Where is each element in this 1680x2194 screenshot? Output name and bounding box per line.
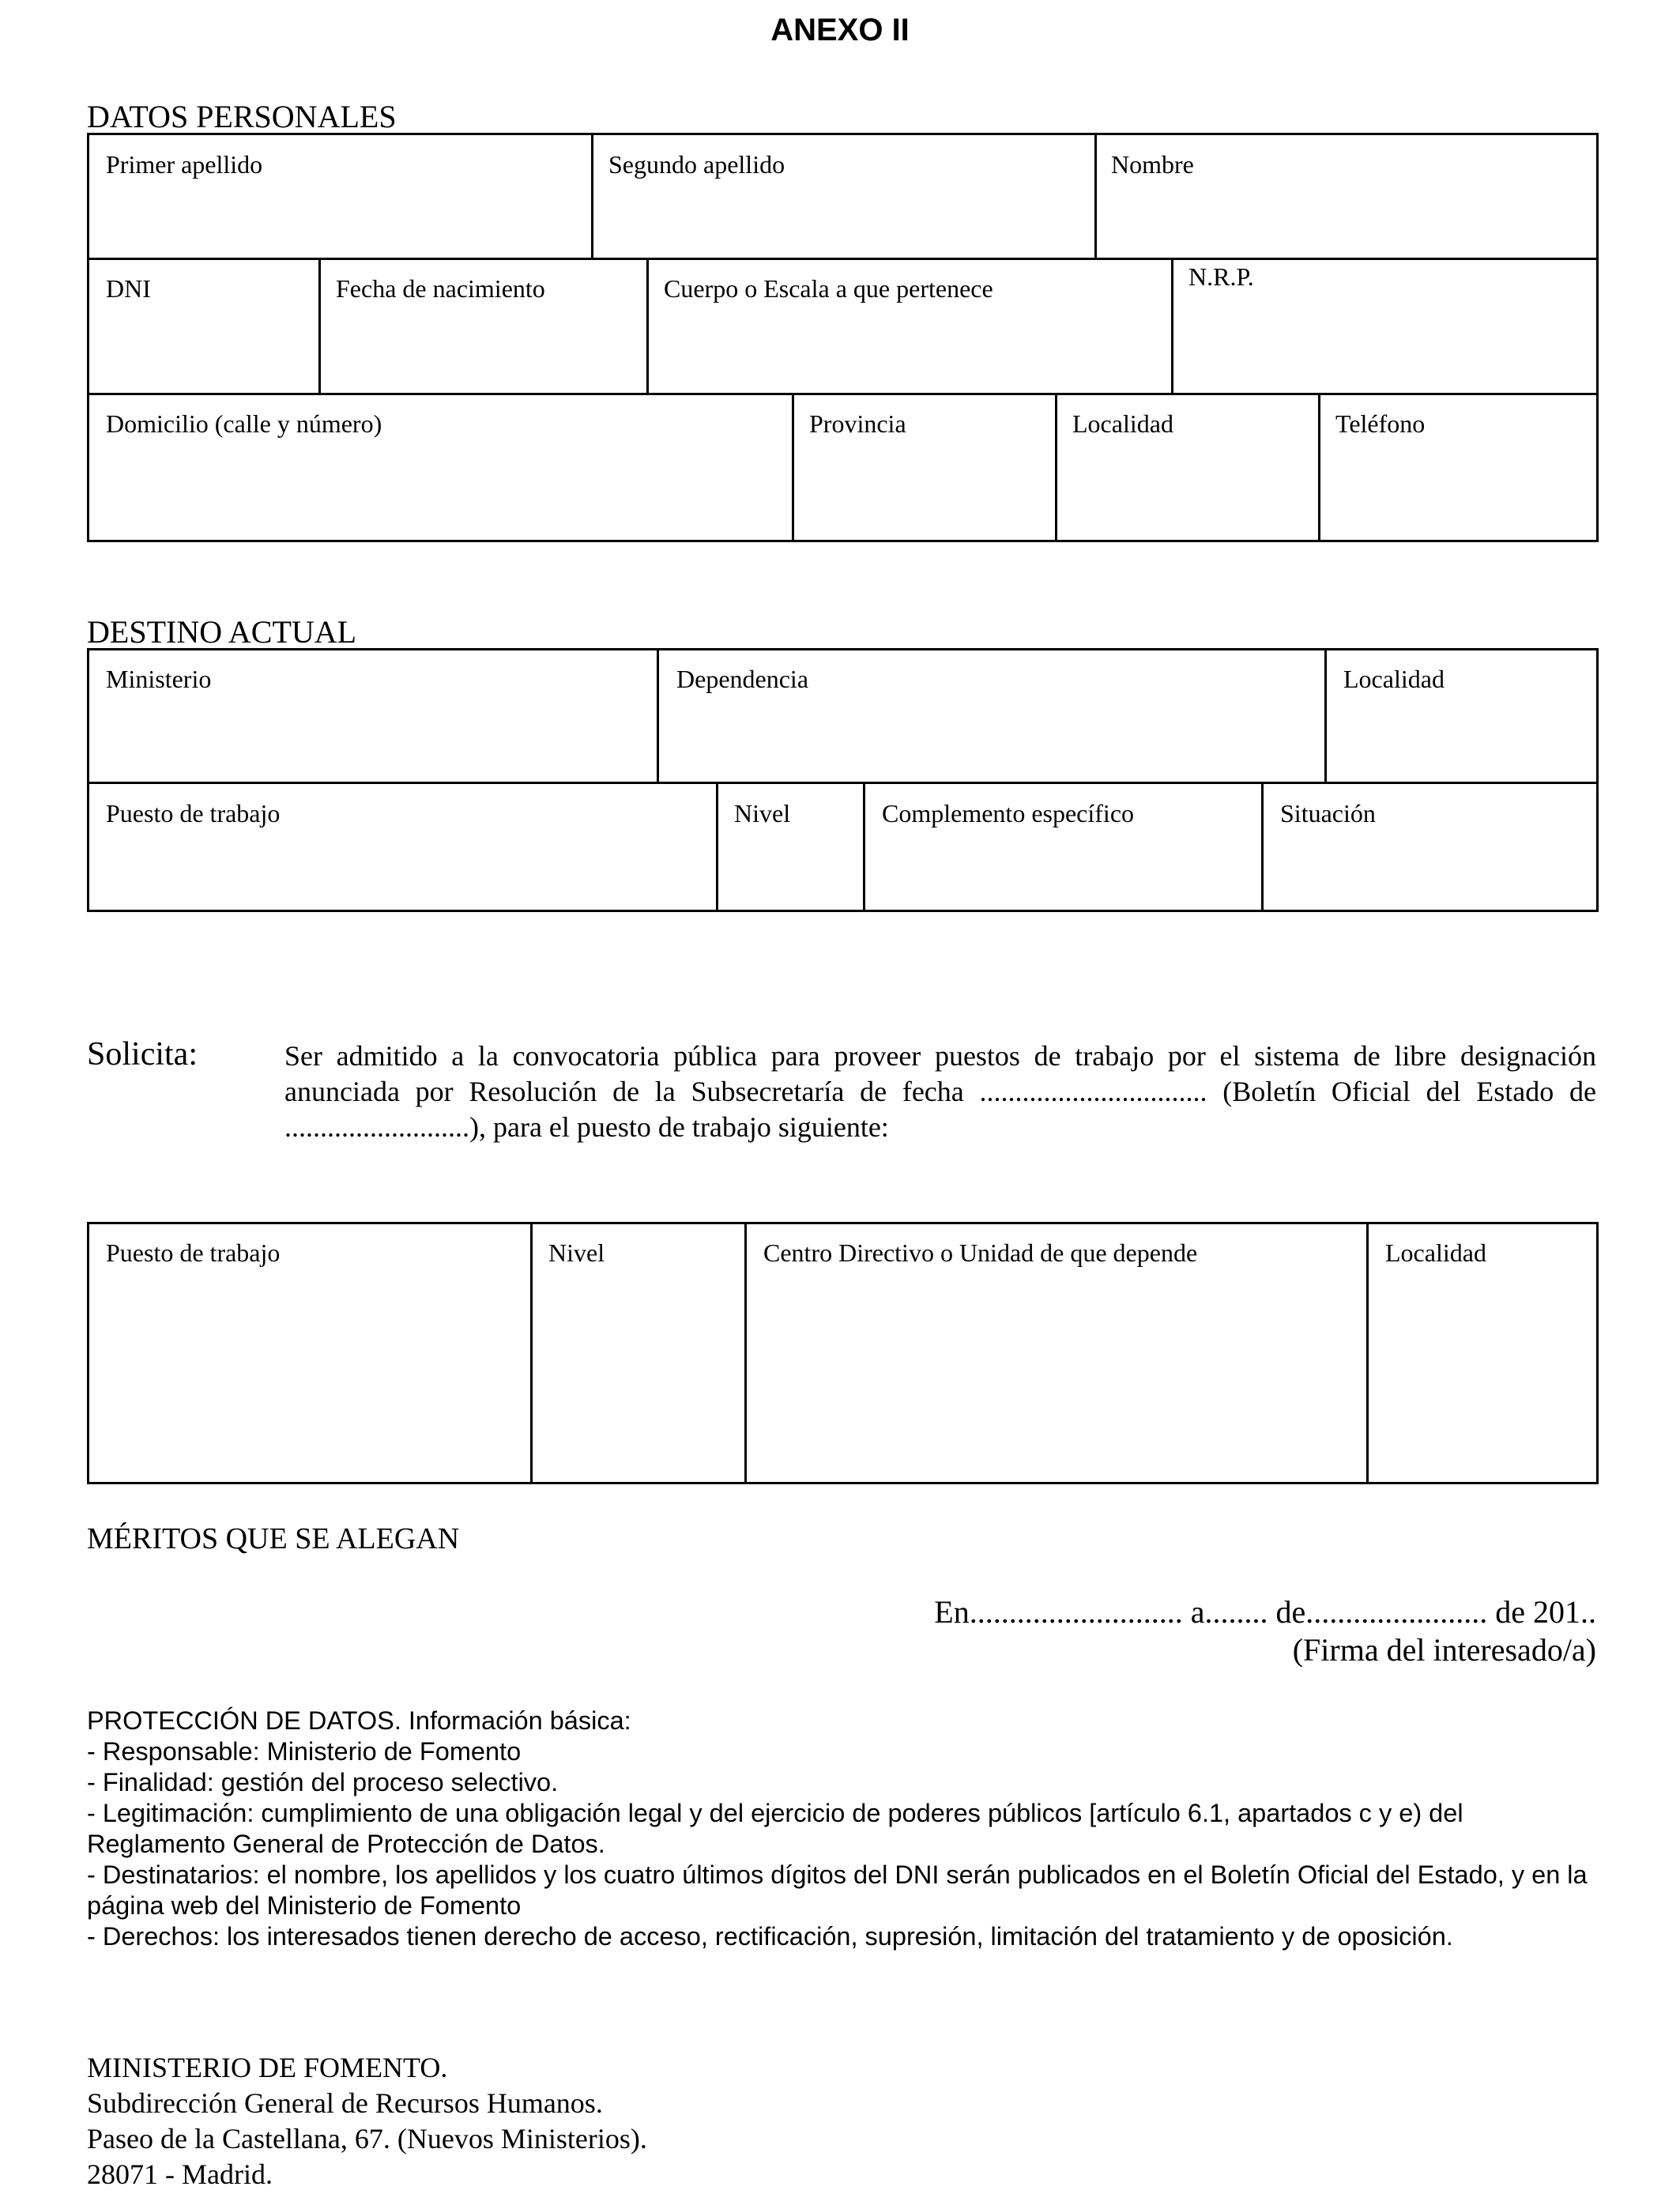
field-domicilio[interactable]: Domicilio (calle y número) <box>106 409 382 438</box>
document-title: ANEXO II <box>770 13 910 47</box>
datos-personales-frame <box>87 133 1599 542</box>
meritos-heading: MÉRITOS QUE SE ALEGAN <box>87 1522 460 1555</box>
field-puesto-trabajo-solicitado[interactable]: Puesto de trabajo <box>106 1238 281 1267</box>
footer-line: 28071 - Madrid. <box>87 2158 273 2190</box>
footer-line: Paseo de la Castellana, 67. (Nuevos Ministerios). <box>87 2123 647 2154</box>
footer-address <box>87 2050 647 2192</box>
field-provincia[interactable]: Provincia <box>809 409 906 438</box>
field-fecha-nacimiento[interactable]: Fecha de nacimiento <box>336 274 545 303</box>
field-localidad[interactable]: Localidad <box>1072 409 1173 438</box>
field-complemento-especifico[interactable]: Complemento específico <box>882 799 1135 827</box>
field-dni[interactable]: DNI <box>106 274 151 303</box>
proteccion-datos-block <box>87 1706 1604 1952</box>
field-nivel-actual[interactable]: Nivel <box>734 799 791 827</box>
field-nivel-solicitado[interactable]: Nivel <box>548 1238 605 1267</box>
solicita-text: Ser admitido a la convocatoria pública para proveer puestos de trabajo por el sistema de libre designación anunciada por Resolución de la Subsecretaría de fecha ................................ (Boletín Oficial del Estado de ..........................), para el puesto de trabajo siguiente: <box>284 1040 1596 1143</box>
field-primer-apellido[interactable]: Primer apellido <box>106 150 263 179</box>
destino-actual-heading: DESTINO ACTUAL <box>87 614 357 650</box>
footer-line: MINISTERIO DE FOMENTO. <box>87 2052 448 2083</box>
proteccion-datos-item: - Finalidad: gestión del proceso selectivo. <box>87 1768 559 1796</box>
field-cuerpo-escala[interactable]: Cuerpo o Escala a que pertenece <box>664 274 993 303</box>
field-nombre[interactable]: Nombre <box>1111 150 1194 179</box>
solicita-label: Solicita: <box>87 1036 198 1072</box>
field-telefono[interactable]: Teléfono <box>1335 409 1426 438</box>
field-localidad-solicitada[interactable]: Localidad <box>1385 1238 1486 1267</box>
field-situacion[interactable]: Situación <box>1280 799 1376 827</box>
proteccion-datos-item: - Destinatarios: el nombre, los apellidos y los cuatro últimos dígitos del DNI serán publicados en el Boletín Oficial del Estado, y en la página web del Ministerio de Fomento <box>87 1860 1595 1920</box>
field-nrp[interactable]: N.R.P. <box>1188 262 1254 291</box>
proteccion-datos-heading: PROTECCIÓN DE DATOS. Información básica: <box>87 1706 631 1735</box>
proteccion-datos-item: - Legitimación: cumplimiento de una obligación legal y del ejercicio de poderes públicos [artículo 6.1, apartados c y e) del Reglamento General de Protección de Datos. <box>87 1799 1471 1858</box>
field-segundo-apellido[interactable]: Segundo apellido <box>608 150 785 179</box>
proteccion-datos-item: - Responsable: Ministerio de Fomento <box>87 1737 522 1766</box>
fecha-line: En........................... a........ de....................... de 201.. <box>934 1594 1596 1630</box>
field-localidad-destino[interactable]: Localidad <box>1343 665 1445 693</box>
field-dependencia[interactable]: Dependencia <box>676 665 809 693</box>
footer-line: Subdirección General de Recursos Humanos. <box>87 2087 603 2119</box>
proteccion-datos-item: - Derechos: los interesados tienen derecho de acceso, rectificación, supresión, limitación del tratamiento y de oposición. <box>87 1922 1453 1951</box>
field-ministerio[interactable]: Ministerio <box>106 665 212 693</box>
firma-label: (Firma del interesado/a) <box>1292 1632 1596 1668</box>
datos-personales-heading: DATOS PERSONALES <box>87 99 397 134</box>
field-centro-directivo[interactable]: Centro Directivo o Unidad de que depende <box>763 1238 1198 1267</box>
field-puesto-trabajo-actual[interactable]: Puesto de trabajo <box>106 799 281 827</box>
